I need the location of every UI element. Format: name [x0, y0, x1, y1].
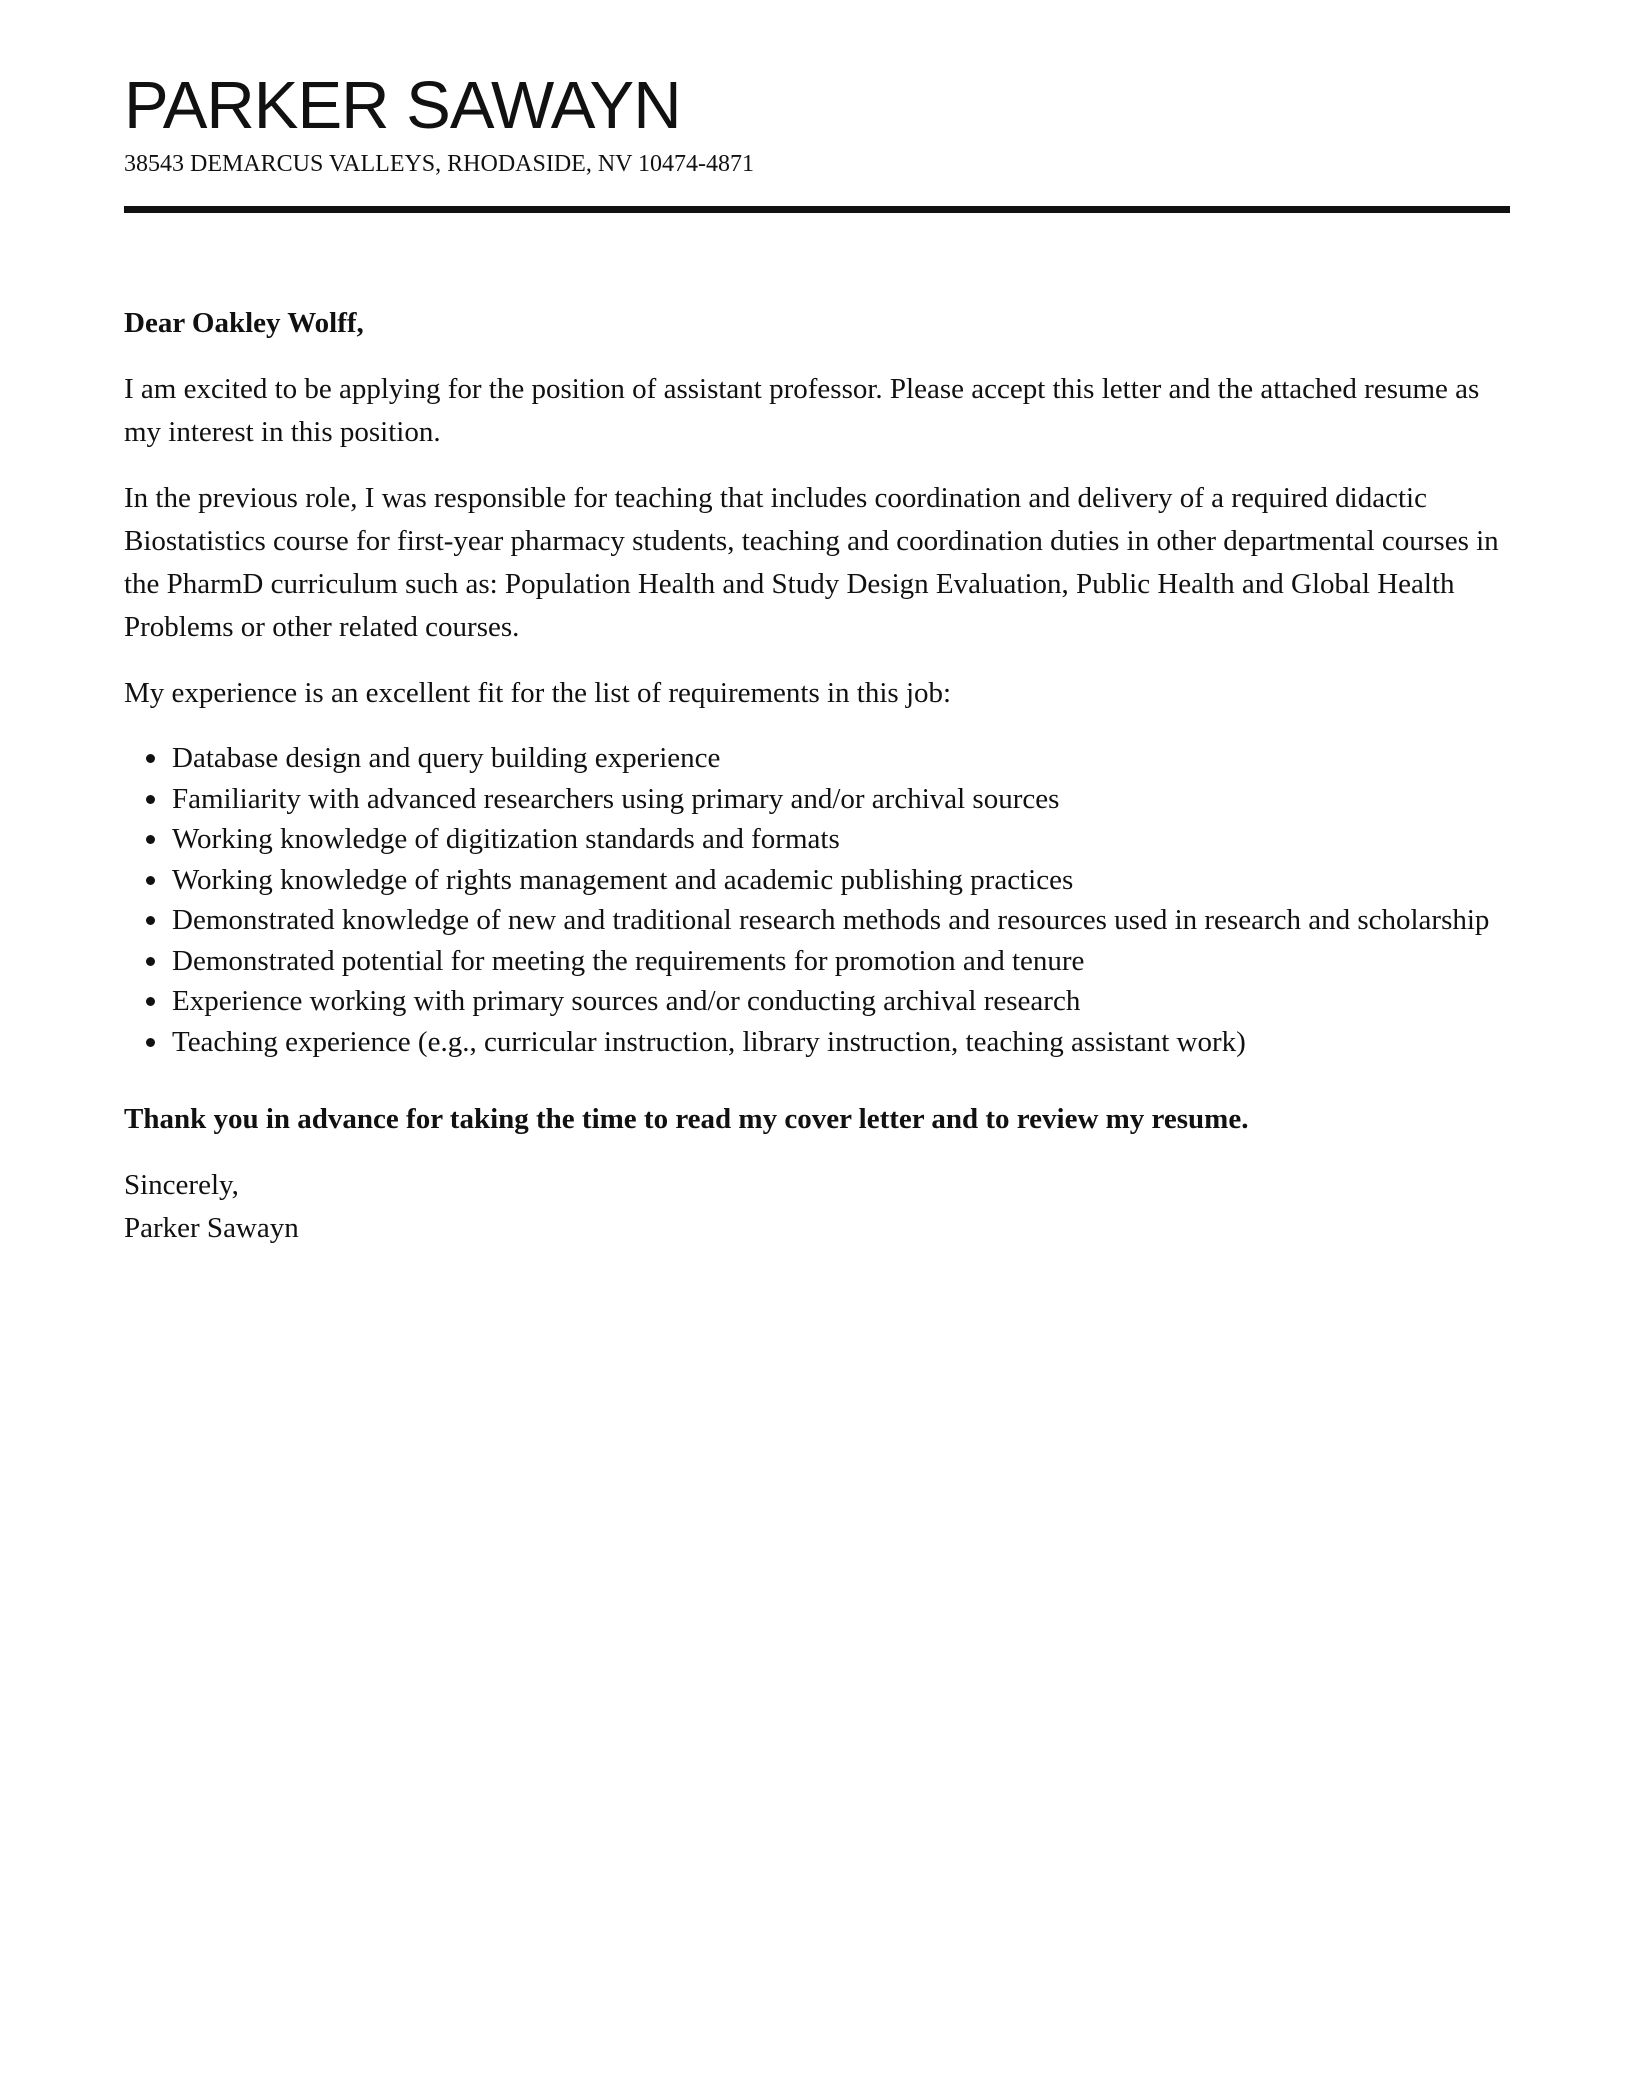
- list-item: [124, 900, 1510, 941]
- list-item: [124, 779, 1510, 820]
- bullet-icon: [146, 835, 155, 844]
- requirements-intro: My experience is an excellent fit for the list of requirements in this job:: [124, 677, 952, 709]
- signature-name: Parker Sawayn: [124, 1212, 299, 1244]
- letter-header: [124, 66, 1510, 180]
- requirements-list: [124, 738, 1510, 1062]
- requirement-text: Database design and query building experience: [172, 742, 721, 774]
- requirement-text: Working knowledge of digitization standards and formats: [172, 823, 840, 855]
- bullet-icon: [146, 754, 155, 763]
- applicant-name: PARKER SAWAYN: [124, 68, 681, 143]
- bullet-icon: [146, 1038, 155, 1047]
- salutation: Dear Oakley Wolff,: [124, 307, 364, 339]
- experience-paragraph: In the previous role, I was responsible for teaching that includes coordination and delivery of a required didactic Biostatistics course for first-year pharmacy students, teaching and coordination duties in other departmental courses in the PharmD curriculum such as: Population Health and Study Design Evaluation, Public Health and Global Health Problems or other related courses.: [124, 482, 1499, 643]
- requirement-text: Experience working with primary sources and/or conducting archival research: [172, 985, 1081, 1017]
- requirement-text: Working knowledge of rights management and academic publishing practices: [172, 863, 1074, 896]
- list-item: [124, 981, 1510, 1022]
- bullet-icon: [146, 997, 155, 1006]
- closing-statement: Thank you in advance for taking the time to read my cover letter and to review my resume.: [124, 1103, 1249, 1135]
- requirement-text: Familiarity with advanced researchers using primary and/or archival sources: [172, 782, 1060, 815]
- intro-paragraph: I am excited to be applying for the position of assistant professor. Please accept this letter and the attached resume as my interest in this position.: [124, 373, 1480, 448]
- valediction: Sincerely,: [124, 1169, 239, 1201]
- list-item: [124, 819, 1510, 860]
- header-divider: [124, 206, 1510, 213]
- bullet-icon: [146, 957, 155, 966]
- letter-body: [124, 302, 1510, 1250]
- list-item: [124, 860, 1510, 901]
- list-item: [124, 738, 1510, 779]
- list-item: [124, 941, 1510, 982]
- bullet-icon: [146, 795, 155, 804]
- requirement-text: Demonstrated potential for meeting the requirements for promotion and tenure: [172, 944, 1085, 977]
- requirement-text: Demonstrated knowledge of new and traditional research methods and resources used in research and scholarship: [172, 904, 1490, 936]
- bullet-icon: [146, 916, 155, 925]
- requirement-text: Teaching experience (e.g., curricular instruction, library instruction, teaching assistant work): [172, 1025, 1246, 1058]
- bullet-icon: [146, 876, 155, 885]
- applicant-address: 38543 DEMARCUS VALLEYS, RHODASIDE, NV 10474-4871: [124, 151, 755, 177]
- list-item: [124, 1022, 1510, 1063]
